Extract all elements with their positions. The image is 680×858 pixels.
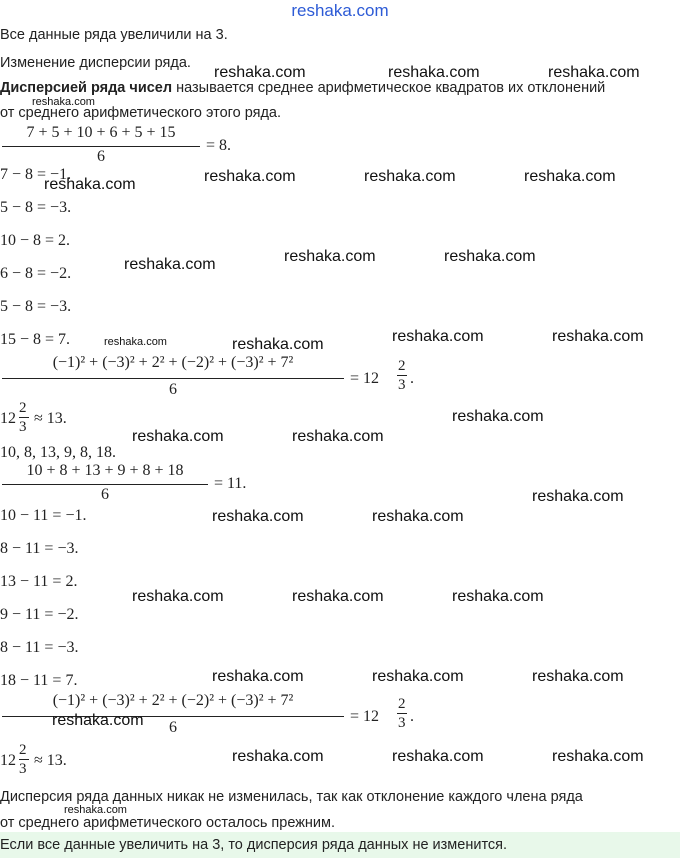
result-frac-bar — [397, 713, 407, 714]
deviation-line: 15 − 8 = 7. — [0, 331, 71, 348]
fraction-numerator: (−1)² + (−3)² + 2² + (−2)² + (−3)² + 7² — [52, 692, 294, 709]
approx-frac-den: 3 — [19, 419, 27, 435]
watermark: reshaka.com — [44, 176, 136, 193]
result-frac-den: 3 — [398, 377, 406, 393]
watermark: reshaka.com — [104, 336, 167, 348]
fraction-bar — [2, 484, 208, 485]
watermark: reshaka.com — [132, 588, 224, 605]
variance-result — [350, 696, 420, 736]
fraction-result: = 11. — [214, 475, 247, 492]
watermark: reshaka.com — [132, 428, 224, 445]
result-frac-num: 2 — [398, 696, 406, 712]
watermark: reshaka.com — [124, 256, 216, 273]
watermark: reshaka.com — [392, 748, 484, 765]
deviation-line: 8 − 11 = −3. — [0, 540, 79, 557]
watermark: reshaka.com — [204, 168, 296, 185]
watermark: reshaka.com — [372, 508, 464, 525]
definition-text: называется среднее арифметическое квадратов их отклонений — [172, 80, 606, 96]
result-frac-den: 3 — [398, 715, 406, 731]
watermark: reshaka.com — [524, 168, 616, 185]
watermark: reshaka.com — [392, 328, 484, 345]
watermark: reshaka.com — [212, 508, 304, 525]
fraction-denominator: 6 — [169, 719, 177, 736]
conclusion-line-1: Дисперсия ряда данных никак не изменилась, так как отклонение каждого члена ряда — [0, 789, 583, 805]
watermark: reshaka.com — [232, 748, 324, 765]
approx-frac-bar — [19, 759, 29, 760]
fraction-denominator: 6 — [169, 381, 177, 398]
watermark: reshaka.com — [292, 428, 384, 445]
deviation-line: 5 − 8 = −3. — [0, 199, 72, 216]
watermark: reshaka.com — [532, 488, 624, 505]
result-prefix: = 12 — [350, 708, 380, 725]
conclusion-line-2: от среднего арифметического осталось прежним. — [0, 815, 336, 831]
watermark: reshaka.com — [52, 712, 144, 729]
watermark: reshaka.com — [32, 96, 95, 108]
watermark: reshaka.com — [552, 748, 644, 765]
watermark: reshaka.com — [532, 668, 624, 685]
approx-frac-bar — [19, 417, 29, 418]
watermark: reshaka.com — [548, 64, 640, 81]
fraction-numerator: 10 + 8 + 13 + 9 + 8 + 18 — [26, 462, 184, 479]
deviation-line: 7 − 8 = −1. — [0, 166, 72, 183]
topic-line: Изменение дисперсии ряда. — [0, 55, 191, 71]
deviation-line: 6 − 8 = −2. — [0, 265, 72, 282]
approx-whole: 12 — [0, 752, 16, 769]
deviation-line: 10 − 11 = −1. — [0, 507, 87, 524]
intro-line: Все данные ряда увеличили на 3. — [0, 27, 228, 43]
deviation-line: 8 − 11 = −3. — [0, 639, 79, 656]
watermark: reshaka.com — [452, 588, 544, 605]
watermark: reshaka.com — [552, 328, 644, 345]
approx-tail: ≈ 13. — [34, 752, 67, 769]
watermark: reshaka.com — [64, 804, 127, 816]
approx-frac-den: 3 — [19, 761, 27, 777]
result-frac-bar — [397, 375, 407, 376]
result-prefix: = 12 — [350, 370, 380, 387]
watermark: reshaka.com — [452, 408, 544, 425]
watermark: reshaka.com — [214, 64, 306, 81]
watermark: reshaka.com — [444, 248, 536, 265]
variance-result — [350, 358, 420, 398]
deviation-line: 5 − 8 = −3. — [0, 298, 72, 315]
deviation-line: 9 − 11 = −2. — [0, 606, 79, 623]
approx-frac-num: 2 — [19, 400, 27, 416]
result-suffix: . — [410, 708, 414, 725]
answer-line: Если все данные увеличить на 3, то дисперсия ряда данных не изменится. — [0, 837, 508, 853]
result-suffix: . — [410, 370, 414, 387]
series-2-line: 10, 8, 13, 9, 8, 18. — [0, 444, 116, 461]
approx-whole: 12 — [0, 410, 16, 427]
watermark: reshaka.com — [372, 668, 464, 685]
fraction-bar — [2, 378, 344, 379]
watermark: reshaka.com — [212, 668, 304, 685]
fraction-denominator: 6 — [101, 486, 109, 503]
fraction-numerator: 7 + 5 + 10 + 6 + 5 + 15 — [26, 124, 176, 141]
approximation-1 — [0, 400, 100, 440]
approx-tail: ≈ 13. — [34, 410, 67, 427]
watermark: reshaka.com — [284, 248, 376, 265]
watermark: reshaka.com — [388, 64, 480, 81]
approximation-2 — [0, 742, 100, 782]
site-title[interactable]: reshaka.com — [291, 1, 389, 20]
deviation-line: 18 − 11 = 7. — [0, 672, 78, 689]
fraction-denominator: 6 — [97, 148, 105, 165]
result-frac-num: 2 — [398, 358, 406, 374]
deviation-line: 13 − 11 = 2. — [0, 573, 78, 590]
definition-term: Дисперсией ряда чисел — [0, 80, 173, 96]
fraction-numerator: (−1)² + (−3)² + 2² + (−2)² + (−3)² + 7² — [52, 354, 294, 371]
definition-line-2: от среднего арифметического этого ряда. — [0, 105, 282, 121]
fraction-result: = 8. — [206, 137, 232, 154]
approx-frac-num: 2 — [19, 742, 27, 758]
watermark: reshaka.com — [292, 588, 384, 605]
watermark: reshaka.com — [364, 168, 456, 185]
watermark: reshaka.com — [232, 336, 324, 353]
fraction-bar — [2, 146, 200, 147]
deviation-line: 10 − 8 = 2. — [0, 232, 71, 249]
